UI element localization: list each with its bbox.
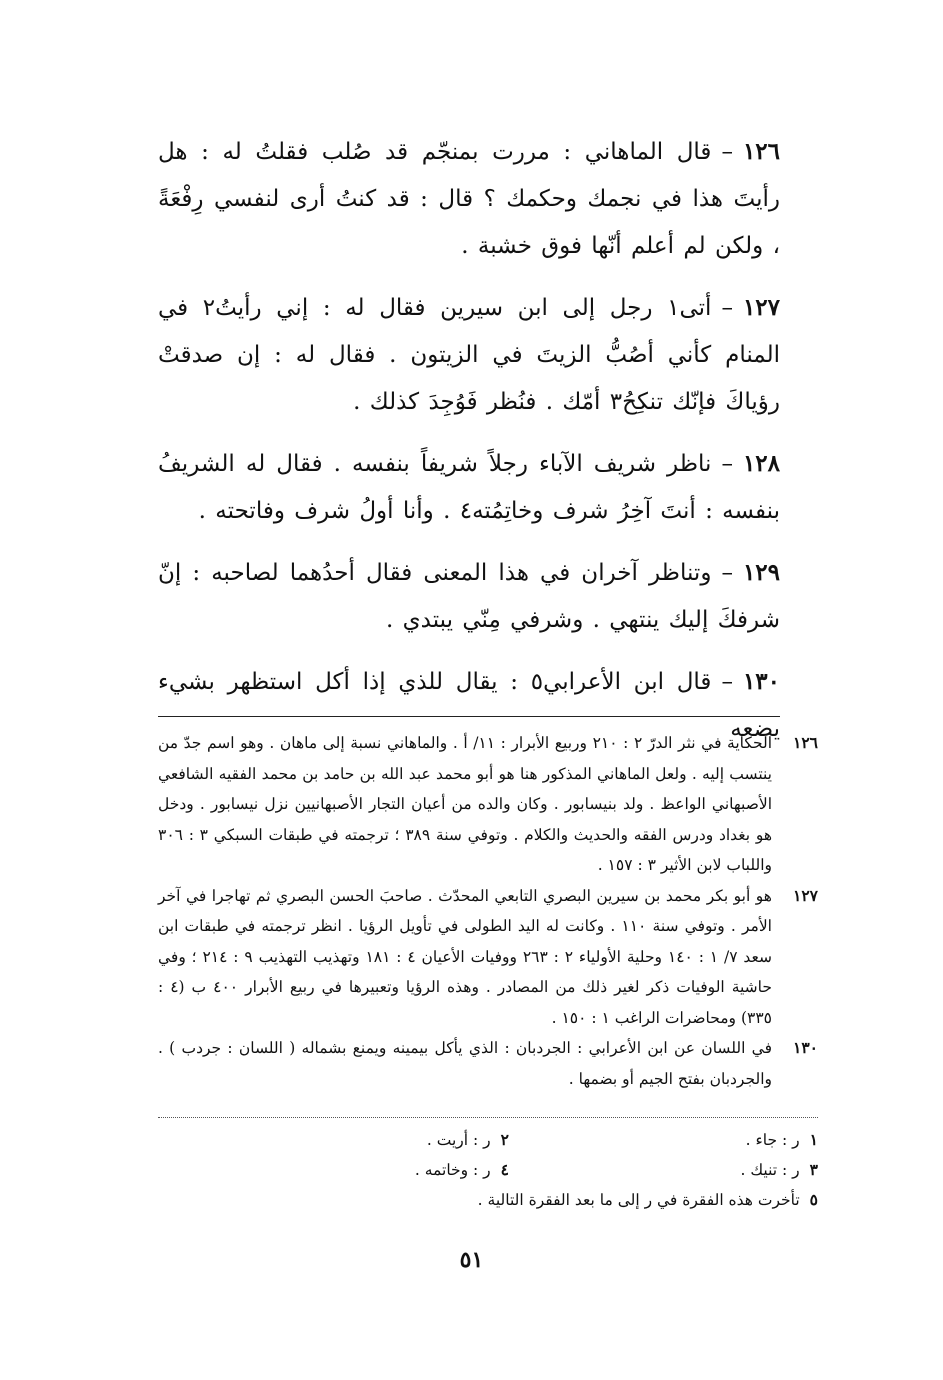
paragraph-text: وتناظر آخران في هذا المعنى فقال أحدُهما لصاحبه : إنّ شرفكَ إليك ينتهي . وشرفي مِنّي يبتدي . xyxy=(158,560,780,633)
paragraph-128 xyxy=(158,440,780,535)
footnote-divider xyxy=(158,716,780,717)
variant-note-1 xyxy=(509,1125,818,1155)
paragraph-text: قال ابن الأعرابي٥ : يقال للذي إذا أكل استظهر بشيء يضعه xyxy=(158,669,780,742)
variant-text: ر : جاء . xyxy=(745,1131,800,1149)
footnote-127 xyxy=(158,881,818,1034)
variant-number: ٣ xyxy=(809,1160,818,1179)
manuscript-variants xyxy=(200,1125,818,1215)
page-number: ٥١ xyxy=(459,1247,484,1273)
variant-note-3 xyxy=(509,1155,818,1185)
paragraph-text: ناظر شريف الآباء رجلاً شريفاً بنفسه . فقال له الشريفُ بنفسه : أنتَ آخِرُ شرف وخاتِمُته٤ . وأنا أولُ شرف وفاتحته . xyxy=(158,451,780,524)
variant-text: ر : وخاتمه . xyxy=(414,1161,491,1179)
footnote-number: ١٢٦ xyxy=(793,733,818,752)
paragraph-number: ١٢٧ xyxy=(742,294,780,321)
variant-note-4 xyxy=(200,1155,509,1185)
dash: – xyxy=(721,139,733,165)
variant-row xyxy=(200,1185,818,1215)
paragraph-number: ١٣٠ xyxy=(742,668,780,695)
footnote-text: في اللسان عن ابن الأعرابي : الجردبان : الذي يأكل بيمينه ويمنع بشماله ( اللسان : جردب ) . والجردبان بفتح الجيم أو بضمها . xyxy=(158,1039,772,1088)
paragraph-number: ١٢٦ xyxy=(742,138,780,165)
variant-number: ٥ xyxy=(809,1190,818,1209)
variant-text: ر : تنيك . xyxy=(740,1161,800,1179)
variant-row xyxy=(200,1155,818,1185)
footnote-text: الحكاية في نثر الدرّ ٢ : ٢١٠ وربيع الأبرار : ١١/ أ . والماهاني نسبة إلى ماهان . وهو اسم جدّ من ينتسب إليه . ولعل الماهاني المذكور هنا هو أبو محمد عبد الله بن حامد بن محمد الفقيه الشافعي الأصبهاني الواعظ . ولد بنيسابور . وكان والده من أعيان التجار الأصبهانيين نزل نيسابور . ودخل هو بغداد ودرس الفقه والحديث والكلام . وتوفي سنة ٣٨٩ ؛ ترجمته في طبقات السبكي ٣ : ٣٠٦ واللباب لابن الأثير ٣ : ١٥٧ . xyxy=(158,734,773,874)
dash: – xyxy=(721,451,733,477)
variant-text: تأخرت هذه الفقرة في ر إلى ما بعد الفقرة التالية . xyxy=(477,1191,800,1209)
footnote-number: ١٢٧ xyxy=(793,885,818,905)
paragraph-number: ١٢٩ xyxy=(742,559,780,586)
dash: – xyxy=(721,669,733,695)
variant-number: ٤ xyxy=(500,1160,509,1179)
variant-note-5 xyxy=(478,1185,818,1215)
footnote-130 xyxy=(158,1033,818,1094)
variant-note-2 xyxy=(200,1125,509,1155)
footnotes xyxy=(158,728,818,1094)
paragraph-127 xyxy=(158,284,780,426)
footnote-text: هو أبو بكر محمد بن سيرين البصري التابعي المحدّث . صاحبَ الحسن البصري ثم تهاجرا في آخر الأمر . وتوفي سنة ١١٠ . وكانت له اليد الطولى في تأويل الرؤيا . انظر ترجمته في طبقات ابن سعد ٧/ ١ : ١٤٠ وحلية الأولياء ٢ : ٢٦٣ ووفيات الأعيان ٤ : ١٨١ وتهذيب التهذيب ٩ : ٢١٤ ؛ وفي حاشية الوفيات ذكر لغير ذلك من المصادر . وهذه الرؤيا وتعبيرها في ربيع الأبرار ٤٠٠ ب (٤ : ٣٣٥) ومحاضرات الراغب ١ : ١٥٠ . xyxy=(158,886,773,1027)
dash: – xyxy=(721,560,733,586)
main-text xyxy=(158,128,780,767)
dash: – xyxy=(721,295,733,321)
paragraph-number: ١٢٨ xyxy=(742,450,780,477)
footnote-number: ١٣٠ xyxy=(793,1038,818,1057)
variants-divider xyxy=(158,1117,818,1118)
paragraph-126 xyxy=(158,128,780,270)
footnote-126 xyxy=(158,728,818,881)
paragraph-text: قال الماهاني : مررت بمنجّم قد صُلب فقلتُ له : هل رأيتَ هذا في نجمك وحكمك ؟ قال : قد كنتُ أرى لنفسي رِفْعَةً ، ولكن لم أعلم أنّها فوق خشبة . xyxy=(158,139,780,259)
paragraph-129 xyxy=(158,549,780,644)
variant-number: ٢ xyxy=(500,1130,509,1149)
variant-row xyxy=(200,1125,818,1155)
paragraph-text: أتى١ رجل إلى ابن سيرين فقال له : إني رأيتُ٢ في المنام كأني أصُبُّ الزيتَ في الزيتون . فقال له : إن صدقتْ رؤياكَ فإنّك تنكِحُ٣ أمّك . فنُظر فَوُجِدَ كذلك . xyxy=(158,295,780,415)
variant-text: ر : أريت . xyxy=(426,1131,491,1149)
variant-number: ١ xyxy=(809,1130,818,1149)
